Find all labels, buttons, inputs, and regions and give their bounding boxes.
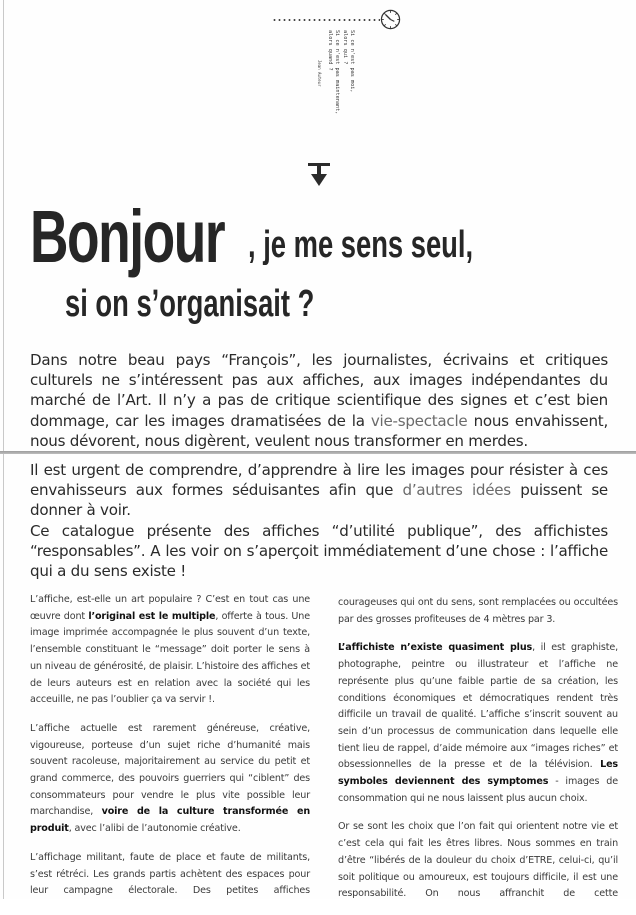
highlight-text: d’autres idées: [402, 481, 511, 500]
text: , offerte à tous. Une image imprimée accompagnée le plus souvent d’un texte, l’ensemble constituant le “message” doit porter le sens à un niveau de générosité, de plaisir. L’histoire des affiches et de leurs auteurs est en relation avec la société qui les acceuille, ne pas l’oublier ça va servir !.: [30, 610, 310, 706]
headline-rest: , je me sens seul,: [248, 224, 474, 266]
left-paragraph-3: L’affichage militant, faute de place et faute de militants, s’est rétréci. Les grands partis achètent des espaces pour leur campagne électorale. Des petites affiches: [30, 851, 310, 897]
text: , il est graphiste, photographe, peintre ou illustrateur et l’affiche ne représente plus qu’une faible partie de sa création, les conditions économiques et démocratiques rendent très difficile un travail de qualité. L’affiche s’inscrit souvent au sein d’un processus de communication dans lequelle elle tient lieu de rappel, d’aide mémoire aux “images riches” et obsessionnelles de la presse et de la télévision.: [338, 642, 618, 771]
page-title: [30, 195, 630, 325]
text: Il est urgent de comprendre, d’apprendre à lire les images pour résister à ces envahisseurs aux formes séduisantes afin que: [30, 461, 608, 500]
headline-big-word: Bonjour: [30, 195, 225, 278]
dotted-line: [272, 19, 380, 21]
second-paragraph-2: Ce catalogue présente des affiches “d’utilité publique”, des affichistes “responsables”. A les voir on s’aperçoit immédiatement d’une chose : l’affiche qui a du sens existe !: [30, 521, 608, 581]
text: L’affiche actuelle est rarement généreuse, créative, vigoureuse, porteuse d’un sujet riche d’humanité mais souvent racoleuse, majoritairement au service du petit et grand commerce, des pouvoirs guerriers qui “ciblent” des consommateurs pour vendre le plus vite possible leur marchandise,: [30, 722, 310, 818]
left-column: [30, 592, 310, 912]
left-paragraph-2: [30, 721, 310, 838]
horizontal-divider: [0, 451, 636, 454]
right-paragraph-1: courageuses qui ont du sens, sont remplacées ou occultées par des grosses profiteuses de 4 mètres par 3.: [338, 597, 618, 625]
right-paragraph-2: [338, 640, 618, 807]
intro-highlight: vie-spectacle: [370, 411, 468, 430]
quote-line: alors quand ?: [326, 30, 333, 71]
quote-line: Si ce n'est pas moi,: [349, 30, 355, 93]
text: L’affiche, est-elle un art populaire ? C’est en tout cas une œuvre dont: [30, 594, 310, 622]
down-arrow-icon: [306, 162, 332, 188]
bold-text: Les symboles deviennent des symptomes: [338, 759, 618, 788]
quote-line: Si ce n'est pas maintenant,: [334, 30, 341, 115]
text: , avec l’alibi de l’autonomie créative.: [68, 823, 241, 835]
second-section: [30, 460, 608, 581]
right-column: [338, 595, 618, 915]
right-paragraph-3: Or se sont les choix que l’on fait qui orientent notre vie et c’est cela qui fait les êtres libres. Nous sommes en train d’être “libérés de la douleur du choix d’ETRE, celui-ci, qu’il soit politique ou amoureux, est toujours difficile, il est une responsabilité. On nous affranchit de cette: [338, 821, 618, 900]
bold-text: L’affichiste n’existe quasiment plus: [338, 642, 533, 654]
text: - images de consommation qui ne nous laissent plus aucun choix.: [338, 776, 618, 804]
vertical-quote: [300, 30, 355, 115]
headline-line2: si on s’organisait ?: [65, 283, 315, 325]
clock-icon: [380, 9, 401, 30]
quote-line: alors qui ?: [341, 30, 348, 65]
intro-text: nous envahissent, nous dévorent, nous digèrent, veulent nous transformer en merdes.: [30, 411, 608, 450]
quote-author: Jean Auteur: [317, 60, 323, 87]
bold-text: l’original est le multiple: [88, 610, 216, 622]
left-paragraph-1: [30, 592, 310, 709]
bold-text: voire de la culture transformée en produit: [30, 806, 310, 835]
intro-text: Dans notre beau pays “François”, les journalistes, écrivains et critiques culturels ne s’intéressent pas aux affiches, aux images indépendantes du marché de l’Art. Il n’y a pas de critique scientifique des signes et c’est bien dommage, car les images dramatisées de la: [30, 351, 608, 430]
second-paragraph-1: [30, 460, 608, 521]
scan-edge-line: [3, 0, 4, 899]
text: puissent se donner à voir.: [30, 481, 608, 520]
intro-paragraph: [30, 350, 608, 451]
